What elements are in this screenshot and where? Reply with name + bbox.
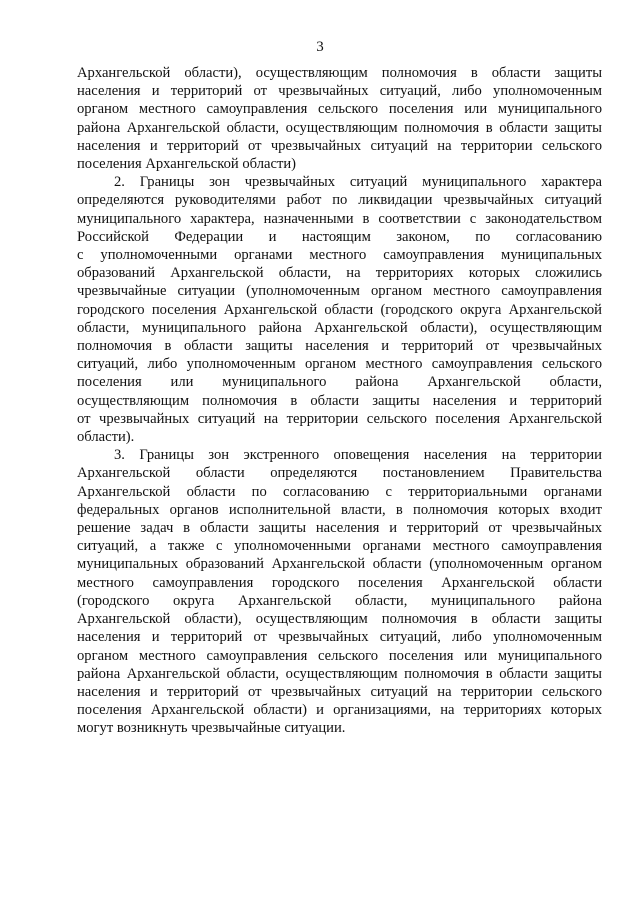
text-line: 3. Границы зон экстренного оповещения населения на территории [114, 447, 602, 464]
text-line: муниципальных образований Архангельской области (уполномоченным органом [77, 556, 602, 573]
paragraph-2 [77, 173, 602, 446]
document-body [77, 64, 602, 738]
text-line: населения и территорий от чрезвычайных ситуаций, либо уполномоченным [77, 629, 602, 646]
text-line: определяются руководителями работ по ликвидации чрезвычайных ситуаций [77, 192, 602, 209]
text-line: полномочия в области защиты населения и территорий от чрезвычайных [77, 338, 602, 355]
text-line: ситуаций, а также с уполномоченными органами местного самоуправления [77, 538, 602, 555]
text-line: района Архангельской области, осуществляющим полномочия в области защиты [77, 665, 602, 682]
text-line: с уполномоченными органами местного самоуправления муниципальных [77, 247, 602, 264]
text-line: населения и территорий от чрезвычайных ситуаций на территории сельского [77, 683, 602, 700]
text-line: Архангельской области), осуществляющим полномочия в области защиты [77, 65, 602, 81]
text-line: Архангельской области по согласованию с территориальными органами [77, 483, 602, 500]
paragraph-continuation [77, 64, 602, 173]
text-line: органом местного самоуправления сельского поселения или муниципального [77, 647, 602, 664]
text-line: чрезвычайные ситуации (уполномоченным органом местного самоуправления [77, 283, 602, 300]
text-line: области, муниципального района Архангельской области), осуществляющим [77, 319, 602, 336]
text-line: 2. Границы зон чрезвычайных ситуаций муниципального характера [114, 174, 602, 191]
text-line: области). [77, 429, 135, 446]
text-line: поселения Архангельской области) и организациями, на территориях которых [77, 702, 602, 719]
text-line: Архангельской области), осуществляющим полномочия в области защиты [77, 611, 602, 628]
text-line: ситуаций, либо уполномоченным органом местного самоуправления сельского [77, 356, 602, 373]
text-line: органом местного самоуправления сельского поселения или муниципального [77, 101, 602, 118]
text-line: могут возникнуть чрезвычайные ситуации. [77, 720, 346, 737]
text-line: Российской Федерации и настоящим законом, по согласованию [77, 228, 602, 245]
text-line: (городского округа Архангельской области, муниципального района [77, 592, 602, 609]
text-line: района Архангельской области, осуществляющим полномочия в области защиты [77, 119, 602, 136]
text-line: поселения Архангельской области) [77, 156, 297, 173]
text-line: местного самоуправления городского поселения Архангельской области [77, 574, 602, 591]
text-line: решение задач в области защиты населения и территорий от чрезвычайных [77, 520, 602, 537]
text-line: образований Архангельской области, на территориях которых сложились [77, 265, 602, 282]
text-line: Архангельской области определяются постановлением Правительства [77, 465, 602, 482]
text-line: городского поселения Архангельской области (городского округа Архангельской [77, 301, 602, 318]
page-number: 3 [316, 39, 324, 55]
text-line: населения и территорий от чрезвычайных ситуаций, либо уполномоченным [77, 83, 602, 100]
text-line: от чрезвычайных ситуаций на территории сельского поселения Архангельской [77, 410, 602, 427]
text-line: осуществляющим полномочия в области защиты населения и территорий [77, 392, 602, 409]
text-line: населения и территорий от чрезвычайных ситуаций на территории сельского [77, 137, 602, 154]
paragraph-3 [77, 446, 602, 737]
text-line: муниципального характера, назначенными в соответствии с законодательством [77, 210, 602, 227]
text-line: федеральных органов исполнительной власти, в полномочия которых входит [77, 501, 602, 518]
text-line: поселения или муниципального района Архангельской области, [77, 374, 602, 391]
